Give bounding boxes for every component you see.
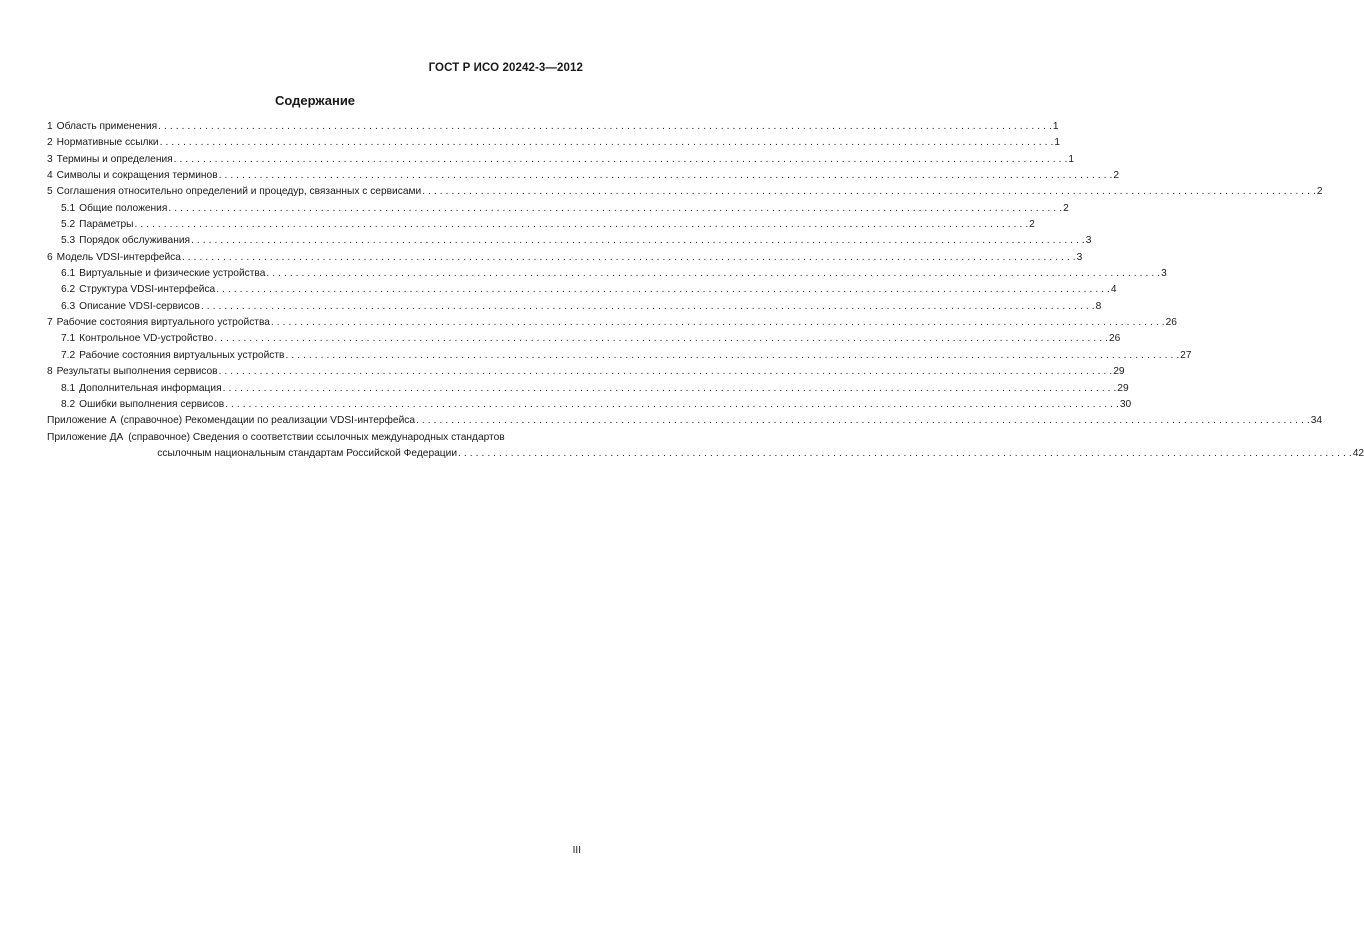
toc-entry[interactable] — [47, 168, 1119, 184]
appendix-body — [128, 430, 1364, 462]
leader-dots — [422, 184, 1316, 200]
toc-entry[interactable] — [47, 250, 1083, 266]
toc-entry-page: 26 — [1165, 317, 1177, 329]
toc-entry-page: 3 — [1076, 251, 1083, 263]
leader-dots — [160, 135, 1054, 151]
leader-dots — [168, 201, 1062, 217]
toc-entry[interactable] — [47, 397, 1132, 413]
leader-dots — [214, 331, 1108, 347]
toc-entry-page: 1 — [1052, 121, 1059, 132]
toc-entry-number: 5.3 — [61, 235, 76, 247]
toc-entry[interactable] — [47, 282, 1117, 298]
toc-entry-number: 3 — [47, 153, 53, 165]
toc-entry-number: 6 — [47, 251, 53, 263]
toc-entry-title: Нормативные ссылки — [56, 137, 159, 149]
toc-entry[interactable] — [47, 152, 1075, 168]
toc-entry-title: Символы и сокращения терминов — [56, 170, 218, 182]
toc-entry-number: 6.1 — [61, 268, 76, 280]
toc-entry-number: 7.1 — [61, 333, 76, 345]
toc-entry-number: 5 — [47, 186, 53, 198]
leader-dots — [201, 299, 1095, 315]
toc-entry-page: 2 — [1113, 170, 1119, 182]
toc-entry[interactable] — [47, 201, 1069, 217]
appendix-title-line2: ссылочным национальным стандартам Российской Федерации — [157, 447, 458, 459]
toc-entry[interactable] — [47, 331, 1121, 347]
toc-entry-title: Контрольное VD-устройство — [79, 333, 214, 345]
appendix-page: 42 — [1352, 447, 1364, 459]
leader-dots — [266, 266, 1160, 282]
toc-entry-number: 4 — [47, 170, 53, 182]
page-title: Содержание — [274, 93, 356, 108]
toc-entry-title: Термины и определения — [56, 153, 173, 165]
leader-dots — [219, 364, 1113, 380]
toc-entry-page: 8 — [1095, 300, 1102, 312]
toc-entry-number: 2 — [47, 137, 53, 149]
appendix-label: Приложение ДА — [47, 431, 124, 443]
toc-entry-title: (справочное) Рекомендации по реализации VDSI-интерфейса — [120, 415, 416, 427]
toc-entry-title: Рабочие состояния виртуального устройства — [56, 317, 270, 329]
toc-entry-number: 6.3 — [61, 300, 76, 312]
toc-entry-number: 7.2 — [61, 349, 76, 361]
document-code: ГОСТ Р ИСО 20242-3—2012 — [428, 62, 583, 74]
toc-entry[interactable] — [47, 119, 1059, 135]
toc-entry-page: 30 — [1119, 398, 1132, 410]
leader-dots — [134, 217, 1028, 233]
toc-entry[interactable] — [47, 217, 1035, 233]
appendix-title-line2-row — [128, 446, 1364, 462]
toc-entry-page: 26 — [1108, 333, 1121, 345]
toc-entry-title: Модель VDSI-интерфейса — [56, 251, 181, 263]
leader-dots — [216, 282, 1110, 298]
toc-entry[interactable] — [47, 348, 1192, 364]
toc-entry-title: Результаты выполнения сервисов — [56, 366, 218, 378]
toc-entry-number: 5.1 — [61, 202, 76, 214]
leader-dots — [285, 348, 1179, 364]
toc-entry[interactable] — [47, 299, 1102, 315]
toc-entry[interactable] — [47, 413, 1323, 429]
toc-entries — [47, 119, 1323, 430]
toc-entry-number: Приложение А — [47, 415, 117, 427]
toc-entry-page: 29 — [1113, 366, 1125, 378]
toc-entry-title: Виртуальные и физические устройства — [79, 268, 266, 280]
toc-entry-page: 2 — [1316, 186, 1323, 198]
toc-entry[interactable] — [47, 233, 1092, 249]
toc-entry-title: Дополнительная информация — [79, 382, 222, 394]
toc-entry-number: 7 — [47, 317, 53, 329]
toc-entry-page: 3 — [1085, 235, 1092, 247]
toc-entry-page: 3 — [1161, 268, 1167, 280]
toc-entry-title: Структура VDSI-интерфейса — [79, 284, 216, 296]
toc-entry-number: 1 — [47, 121, 53, 132]
toc-entry-title: Порядок обслуживания — [79, 235, 191, 247]
toc-entry-page: 1 — [1054, 137, 1060, 149]
leader-dots — [219, 168, 1113, 184]
toc-entry-number: 8.2 — [61, 398, 76, 410]
toc-entry[interactable] — [47, 315, 1177, 331]
toc-entry-page: 1 — [1068, 153, 1075, 165]
leader-dots — [158, 119, 1052, 135]
table-of-contents — [47, 119, 1364, 462]
toc-entry-page: 2 — [1063, 202, 1069, 214]
toc-entry-page: 29 — [1117, 382, 1129, 394]
toc-entry-number: 8.1 — [61, 382, 76, 394]
leader-dots — [458, 446, 1352, 462]
leader-dots — [223, 381, 1117, 397]
toc-entry-number: 8 — [47, 366, 53, 378]
leader-dots — [174, 152, 1068, 168]
leader-dots — [225, 397, 1119, 413]
appendix-title-line1: (справочное) Сведения о соответствии ссылочных международных стандартов — [128, 431, 505, 443]
toc-entry-title: Область применения — [56, 121, 158, 132]
toc-entry-title: Общие положения — [79, 202, 168, 214]
toc-entry[interactable] — [47, 381, 1129, 397]
toc-entry-number: 5.2 — [61, 219, 76, 231]
toc-entry-title: Параметры — [79, 219, 134, 231]
toc-entry-title: Ошибки выполнения сервисов — [79, 398, 225, 410]
toc-entry-page: 34 — [1310, 415, 1323, 427]
toc-entry-title: Описание VDSI-сервисов — [79, 300, 200, 312]
toc-entry-title: Соглашения относительно определений и процедур, связанных с сервисами — [56, 186, 422, 198]
page-number: III — [572, 845, 581, 856]
leader-dots — [182, 250, 1076, 266]
leader-dots — [271, 315, 1165, 331]
toc-entry[interactable] — [47, 364, 1125, 380]
toc-entry[interactable] — [47, 135, 1060, 151]
leader-dots — [416, 413, 1310, 429]
toc-entry-page: 27 — [1180, 349, 1192, 361]
toc-entry-title: Рабочие состояния виртуальных устройств — [79, 349, 285, 361]
toc-entry-number: 6.2 — [61, 284, 76, 296]
toc-entry[interactable] — [47, 266, 1167, 282]
toc-entry-appendix-da[interactable] — [47, 430, 1364, 462]
toc-entry-page: 4 — [1110, 284, 1117, 296]
toc-entry[interactable] — [47, 184, 1323, 200]
leader-dots — [191, 233, 1085, 249]
toc-entry-page: 2 — [1029, 219, 1035, 231]
